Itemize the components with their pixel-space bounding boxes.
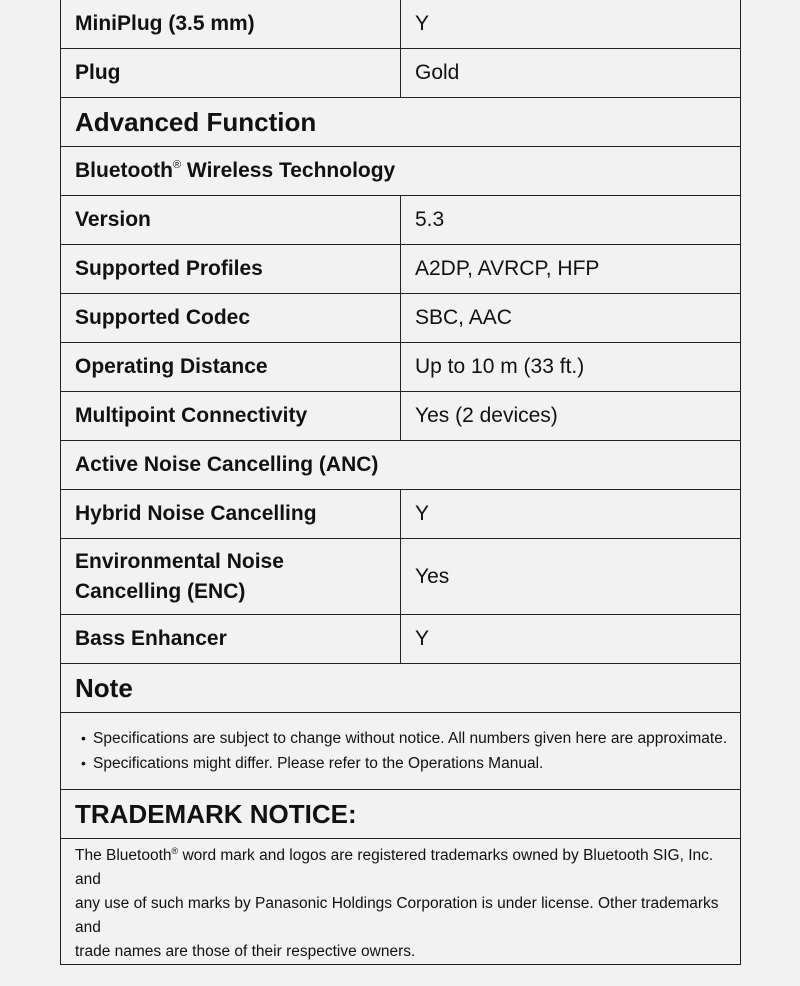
spec-row-multipoint	[61, 392, 741, 441]
subsection-heading-anc: Active Noise Cancelling (ANC)	[61, 441, 741, 490]
spec-row-plug	[61, 49, 741, 98]
registered-mark: ®	[172, 159, 182, 171]
spec-label: Version	[61, 196, 401, 245]
spec-value: 5.3	[401, 196, 741, 245]
subsection-row-bluetooth	[61, 147, 741, 196]
spec-label-line: Cancelling (ENC)	[75, 579, 246, 603]
spec-row-supported-profiles	[61, 245, 741, 294]
trademark-line	[75, 839, 726, 892]
spec-row-supported-codec	[61, 294, 741, 343]
note-list	[61, 713, 741, 790]
trademark-notice-text	[61, 839, 741, 965]
spec-value: Gold	[401, 49, 741, 98]
spec-label: Supported Profiles	[61, 245, 401, 294]
section-heading-note: Note	[61, 664, 741, 713]
spec-value: Yes	[401, 539, 741, 615]
spec-label: Bass Enhancer	[61, 615, 401, 664]
spec-row-bass-enhancer	[61, 615, 741, 664]
section-heading-trademark: TRADEMARK NOTICE:	[61, 790, 741, 839]
spec-value: A2DP, AVRCP, HFP	[401, 245, 741, 294]
spec-label: Multipoint Connectivity	[61, 392, 401, 441]
note-text: Specifications might differ. Please refer to the Operations Manual.	[93, 755, 544, 772]
spec-row-version	[61, 196, 741, 245]
spec-label: Plug	[61, 49, 401, 98]
spec-row-hybrid-nc	[61, 490, 741, 539]
spec-label: MiniPlug (3.5 mm)	[61, 0, 401, 49]
trademark-text-rest: word mark and logos are registered trademarks owned by Bluetooth SIG, Inc. and	[75, 847, 714, 888]
section-heading-advanced-function: Advanced Function	[61, 98, 741, 147]
specifications-table	[60, 0, 741, 965]
spec-value: Yes (2 devices)	[401, 392, 741, 441]
spec-row-miniplug	[61, 0, 741, 49]
section-row-trademark	[61, 790, 741, 839]
spec-row-enc	[61, 539, 741, 615]
bullet-icon: •	[81, 755, 86, 771]
spec-label: Operating Distance	[61, 343, 401, 392]
trademark-text-prefix: The Bluetooth	[75, 847, 172, 864]
spec-value: Y	[401, 490, 741, 539]
trademark-line: trade names are those of their respective owners.	[75, 943, 416, 960]
spec-label-line: Environmental Noise	[75, 549, 284, 573]
registered-mark: ®	[171, 846, 179, 856]
note-item	[81, 751, 726, 776]
spec-value: Up to 10 m (33 ft.)	[401, 343, 741, 392]
subsection-row-anc	[61, 441, 741, 490]
trademark-content-row	[61, 839, 741, 965]
bluetooth-heading-suffix: Wireless Technology	[181, 159, 396, 182]
section-row-note	[61, 664, 741, 713]
note-text: Specifications are subject to change without notice. All numbers given here are approximate.	[93, 730, 728, 747]
spec-value: SBC, AAC	[401, 294, 741, 343]
trademark-line: any use of such marks by Panasonic Holdings Corporation is under license. Other trademarks and	[75, 895, 719, 936]
spec-value: Y	[401, 615, 741, 664]
subsection-heading-bluetooth	[61, 147, 741, 196]
bluetooth-heading-prefix: Bluetooth	[75, 159, 173, 182]
spec-label: Hybrid Noise Cancelling	[61, 490, 401, 539]
bullet-icon: •	[81, 730, 86, 746]
spec-label: Supported Codec	[61, 294, 401, 343]
spec-value: Y	[401, 0, 741, 49]
note-item	[81, 726, 726, 751]
spec-row-operating-distance	[61, 343, 741, 392]
spec-label	[61, 539, 401, 615]
section-row-advanced-function	[61, 98, 741, 147]
note-content-row	[61, 713, 741, 790]
